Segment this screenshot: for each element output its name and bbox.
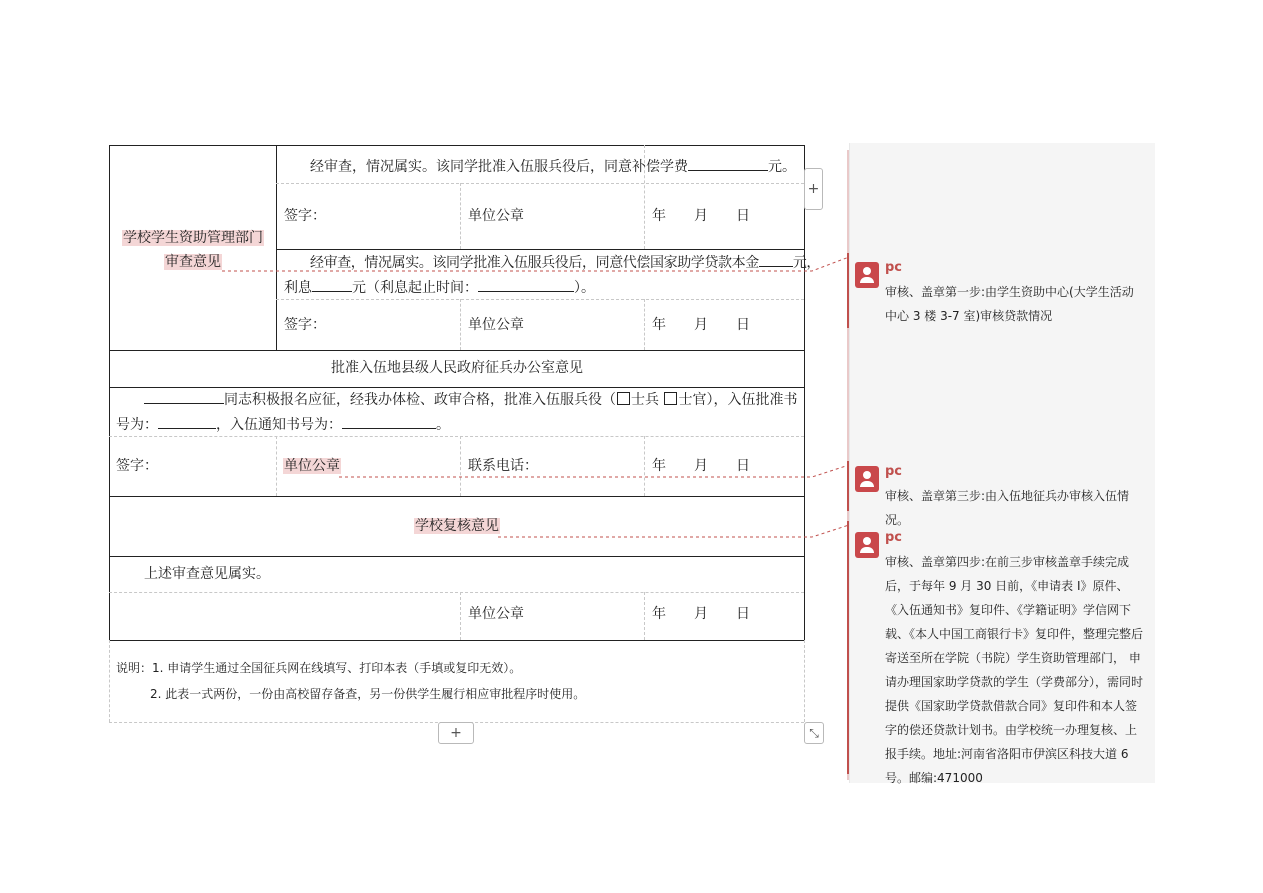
signature-label: 签字： (116, 458, 158, 474)
signature-label: 签字： (284, 208, 326, 224)
connector-line-1 (222, 257, 849, 271)
comment-marker (847, 461, 849, 511)
note-line-1: 说明：1. 申请学生通过全国征兵网在线填写、打印本表（手填或复印无效）。 (116, 661, 522, 675)
section-label-line1: 学校学生资助管理部门 (123, 230, 263, 246)
recruit-text: 同志积极报名应征，经我办体检、政审合格，批准入伍服兵役（ (224, 392, 616, 408)
seal-label-text: 单位公章 (284, 458, 340, 474)
note-line-2: 2. 此表一式两份，一份由高校留存备查，另一份供学生履行相应审批程序时使用。 (150, 687, 586, 701)
comment-text: 审核、盖章第一步:由学生资助中心(大学生活动中心 3 楼 3-7 室)审核贷款情况 (885, 285, 1134, 323)
resize-table-handle[interactable]: ⤡ (804, 722, 824, 744)
review-statement: 上述审查意见属实。 (144, 566, 270, 582)
date-label: 年 月 日 (652, 317, 750, 333)
comment-1[interactable] (855, 260, 1150, 330)
seal-label: 单位公章 (468, 208, 524, 224)
signature-label: 签字： (284, 317, 326, 333)
seal-label: 单位公章 (468, 606, 524, 622)
connector-line-3 (498, 525, 849, 537)
recruit-section-title: 批准入伍地县级人民政府征兵办公室意见 (331, 360, 583, 376)
approval-label: ），入伍批准书 (706, 392, 798, 408)
comment-3[interactable] (855, 530, 1150, 785)
user-avatar-icon (855, 466, 879, 492)
comment-marker (847, 521, 849, 774)
comment-author: pc (885, 530, 903, 545)
comment-2[interactable] (855, 464, 1150, 527)
sergeant-option: 士官 (678, 392, 707, 408)
section-label-line2: 审查意见 (165, 254, 221, 270)
connector-line-2 (339, 465, 849, 477)
soldier-option: 士兵 (631, 392, 659, 408)
comment-text: 审核、盖章第三步:由入伍地征兵办审核入伍情况。 (885, 489, 1130, 527)
phone-label: 联系电话： (468, 458, 538, 474)
user-avatar-icon (855, 262, 879, 288)
recruit-period: 。 (436, 417, 450, 433)
interest-period-label: 元（利息起止时间： (352, 280, 478, 296)
review-title-text: 学校复核意见 (415, 518, 499, 534)
comment-marker (847, 253, 849, 328)
date-label: 年 月 日 (652, 606, 750, 622)
approval-number-label: 号为： (116, 417, 158, 433)
tuition-unit: 元。 (768, 159, 796, 175)
date-label: 年 月 日 (652, 208, 750, 224)
interest-period-end: ）。 (574, 280, 595, 296)
loan-text: 经审查，情况属实。该同学批准入伍服兵役后，同意代偿国家助学贷款本金 (310, 255, 759, 271)
comment-text: 审核、盖章第四步:在前三步审核盖章手续完成后，于每年 9 月 30 日前，《申请表 I》原件、《入伍通知书》复印件、《学籍证明》学信网下载、《本人中国工商银行卡》复印件，整理完整后寄送至所在学院（书院）学生资助管理部门， 申请办理国家助学贷款的学生（学费部分），需同时提供《国家助学贷款借款合同》复印件和本人签字的偿还贷款计划书。由学校统一办理复核、上报手续。地址:河南省洛阳市伊滨区科技大道 6 号。邮编:471000 (885, 555, 1144, 785)
add-row-right-button[interactable]: + (804, 168, 823, 210)
seal-label: 单位公章 (468, 317, 524, 333)
interest-label: 利息 (284, 280, 312, 296)
add-row-bottom-button[interactable]: + (438, 722, 474, 744)
notice-number-label: ，入伍通知书号为： (216, 417, 342, 433)
date-label: 年 月 日 (652, 458, 750, 474)
loan-unit: 元， (792, 255, 821, 271)
user-avatar-icon (855, 532, 879, 558)
comment-author: pc (885, 464, 903, 479)
tuition-text: 经审查，情况属实。该同学批准入伍服兵役后，同意补偿学费 (310, 159, 688, 175)
comment-author: pc (885, 260, 903, 275)
